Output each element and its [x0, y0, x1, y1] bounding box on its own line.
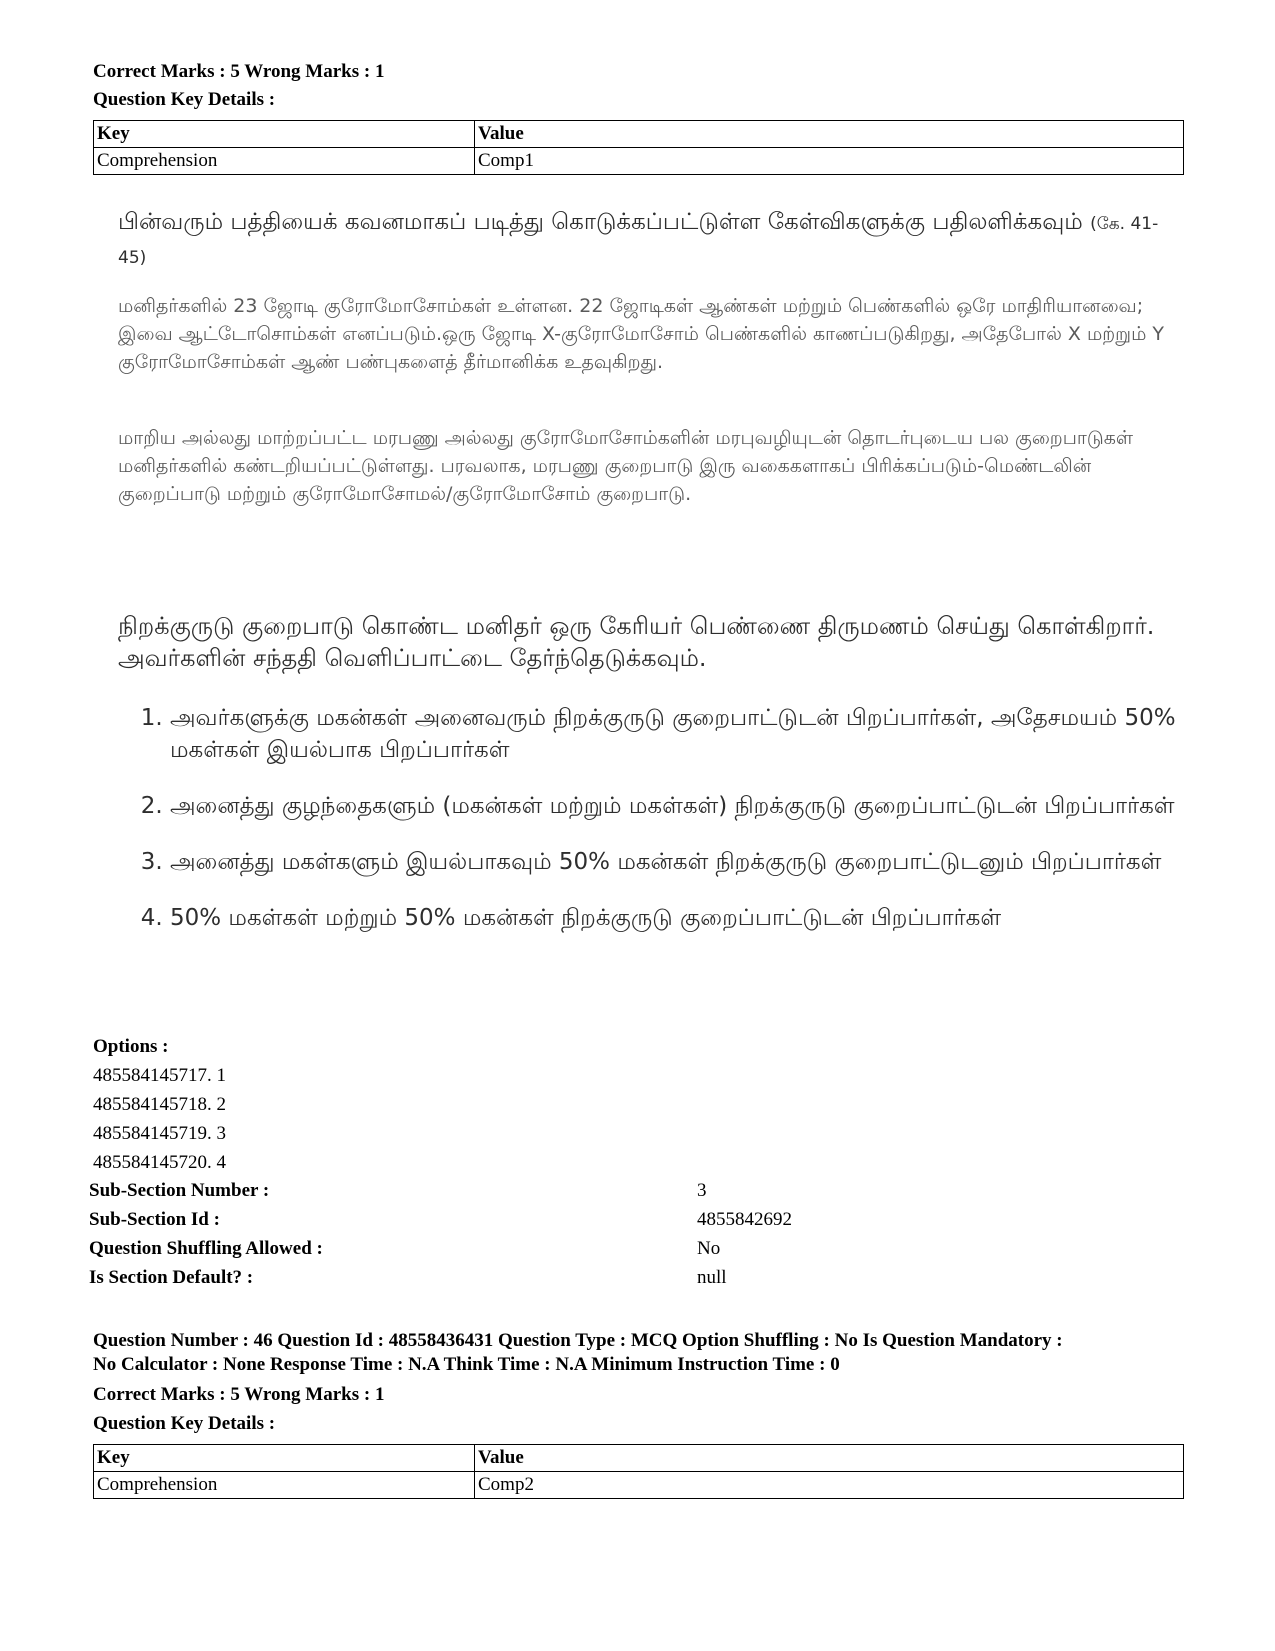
option-item-2: 485584145718. 2: [93, 1094, 226, 1115]
table-header-key: Key: [94, 1445, 475, 1472]
table-header-row: [94, 121, 1184, 148]
table-row: [94, 1472, 1184, 1499]
subsection-number-value: 3: [697, 1180, 707, 1201]
subsection-id-label: Sub-Section Id :: [89, 1209, 220, 1230]
next-key-details-table: [93, 1444, 1184, 1499]
option-item-3: 485584145719. 3: [93, 1123, 226, 1144]
question-shuffling-value: No: [697, 1238, 721, 1259]
section-default-value: null: [697, 1267, 727, 1288]
subsection-number-label: Sub-Section Number :: [89, 1180, 270, 1201]
question-choice-4: 4. 50% மகள்கள் மற்றும் 50% மகன்கள் நிறக்குருடு குறைப்பாட்டுடன் பிறப்பார்கள்: [170, 902, 1230, 934]
marks-line: Correct Marks : 5 Wrong Marks : 1: [93, 61, 385, 82]
question-choice-3: 3. அனைத்து மகள்களும் இயல்பாகவும் 50% மகன்கள் நிறக்குருடு குறைபாட்டுடனும் பிறப்பார்கள்: [170, 846, 1230, 878]
table-row: [94, 148, 1184, 175]
question-choice-1: 1. அவர்களுக்கு மகன்கள் அனைவரும் நிறக்குருடு குறைபாட்டுடன் பிறப்பார்கள், அதேசமயம் 50% மகள்கள் இயல்பாக பிறப்பார்கள்: [170, 702, 1230, 766]
next-question-header-line-2: No Calculator : None Response Time : N.A Think Time : N.A Minimum Instruction Time : 0: [93, 1354, 840, 1375]
table-header-value: Value: [475, 1445, 1184, 1472]
passage-instruction-text: பின்வரும் பத்தியைக் கவனமாகப் படித்து கொடுக்கப்பட்டுள்ள கேள்விகளுக்கு பதிலளிக்கவும்: [118, 209, 1083, 235]
options-label: Options :: [93, 1036, 169, 1057]
key-details-label: Question Key Details :: [93, 89, 276, 110]
option-item-4: 485584145720. 4: [93, 1152, 226, 1173]
table-header-row: [94, 1445, 1184, 1472]
question-choices: [118, 702, 1230, 958]
option-item-1: 485584145717. 1: [93, 1065, 226, 1086]
section-default-label: Is Section Default? :: [89, 1267, 254, 1288]
question-shuffling-label: Question Shuffling Allowed :: [89, 1238, 323, 1259]
passage-instruction: [118, 206, 1178, 274]
table-cell-key: Comprehension: [94, 1472, 475, 1499]
table-cell-value: Comp1: [475, 148, 1184, 175]
subsection-id-value: 4855842692: [697, 1209, 792, 1230]
key-details-table: [93, 120, 1184, 175]
table-cell-value: Comp2: [475, 1472, 1184, 1499]
table-header-value: Value: [475, 121, 1184, 148]
question-text: நிறக்குருடு குறைபாடு கொண்ட மனிதர் ஒரு கேரியர் பெண்ணை திருமணம் செய்து கொள்கிறார். அவர்களின் சந்ததி வெளிப்பாட்டை தேர்ந்தெடுக்கவும்.: [118, 612, 1155, 672]
next-key-details-label: Question Key Details :: [93, 1413, 276, 1434]
next-question-header-line-1: Question Number : 46 Question Id : 48558436431 Question Type : MCQ Option Shuffling : No Is Question Mandatory :: [93, 1330, 1063, 1351]
table-cell-key: Comprehension: [94, 148, 475, 175]
table-header-key: Key: [94, 121, 475, 148]
passage-paragraph-2: மாறிய அல்லது மாற்றப்பட்ட மரபணு அல்லது குரோமோசோம்களின் மரபுவழியுடன் தொடர்புடைய பல குறைபாடுகள் மனிதர்களில் கண்டறியப்பட்டுள்ளது. பரவலாக, மரபணு குறைபாடு இரு வகைகளாகப் பிரிக்கப்படும்-மெண்டலின் குறைப்பாடு மற்றும் குரோமோசோமல்/குரோமோசோம் குறைபாடு.: [118, 427, 1134, 505]
next-marks-line: Correct Marks : 5 Wrong Marks : 1: [93, 1384, 385, 1405]
question-choice-2: 2. அனைத்து குழந்தைகளும் (மகன்கள் மற்றும் மகள்கள்) நிறக்குருடு குறைப்பாட்டுடன் பிறப்பார்கள்: [170, 790, 1230, 822]
passage-instruction-range: (கே. 41-45): [118, 214, 1159, 268]
passage-paragraph-1: மனிதர்களில் 23 ஜோடி குரோமோசோம்கள் உள்ளன. 22 ஜோடிகள் ஆண்கள் மற்றும் பெண்களில் ஒரே மாதிரியானவை; இவை ஆட்டோசொம்கள் எனப்படும்.ஒரு ஜோடி X-குரோமோசோம் பெண்களில் காணப்படுகிறது, அதேபோல் X மற்றும் Y குரோமோசோம்கள் ஆண் பண்புகளைத் தீர்மானிக்க உதவுகிறது.: [118, 295, 1165, 373]
